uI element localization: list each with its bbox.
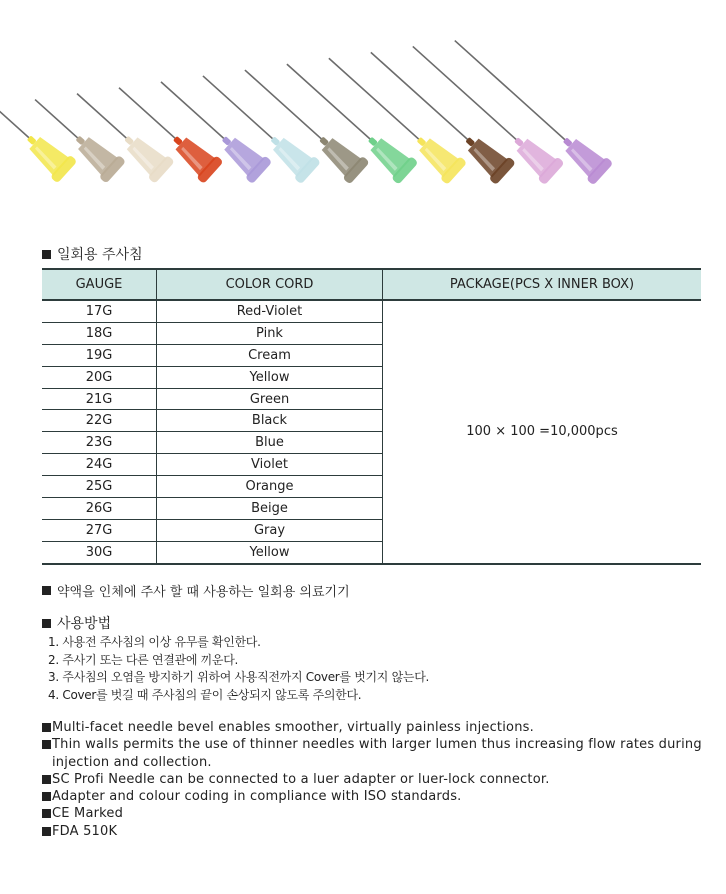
cell-gauge: 17G [42,300,157,322]
cell-gauge: 26G [42,498,157,520]
feature-text: Multi-facet needle bevel enables smoother, virtually painless injections. [52,720,534,735]
bullet-square-icon [42,792,51,801]
header-color-cord: COLOR CORD [157,269,383,300]
cell-gauge: 23G [42,432,157,454]
feature-text: Thin walls permits the use of thinner needles with larger lumen thus increasing flow rates during injection and collection. [52,737,702,770]
cell-gauge: 30G [42,541,157,563]
cell-color: Blue [157,432,383,454]
usage-heading [42,613,111,633]
bullet-square-icon [42,586,51,595]
feature-item [42,719,712,736]
usage-step: 3. 주사침의 오염을 방지하기 위하여 사용직전까지 Cover를 벗기지 않는다. [48,670,430,684]
needle-yellow [0,94,77,183]
bullet-square-icon [42,723,51,732]
bullet-square-icon [42,775,51,784]
feature-text: SC Profi Needle can be connected to a luer adapter or luer-lock connector. [52,771,550,787]
gauge-color-table [42,268,701,565]
cell-color: Yellow [157,366,383,388]
feature-text: Adapter and colour coding in compliance with ISO standards. [52,789,462,805]
cell-color: Red-Violet [157,300,383,322]
cell-color: Gray [157,519,383,541]
table-section-title: 일회용 주사침 [57,247,143,263]
cell-color: Beige [157,498,383,520]
cell-gauge: 27G [42,519,157,541]
needle-cream [67,83,175,184]
bullet-square-icon [42,827,51,836]
cell-color: Violet [157,454,383,476]
cell-color: Yellow [157,541,383,563]
cell-gauge: 25G [42,476,157,498]
header-gauge: GAUGE [42,269,157,300]
cell-color: Black [157,410,383,432]
product-description [42,581,350,600]
bullet-square-icon [42,809,51,818]
bullet-square-icon [42,740,51,749]
cell-gauge: 20G [42,366,157,388]
usage-steps-list [48,634,429,704]
bullet-square-icon [42,619,51,628]
feature-item [42,823,712,840]
feature-item [42,771,712,788]
feature-text: CE Marked [52,806,124,822]
feature-item [42,736,712,771]
bullet-square-icon [42,250,51,259]
feature-item [42,788,712,805]
cell-gauge: 19G [42,344,157,366]
table-header-row [42,269,701,300]
cell-gauge: 22G [42,410,157,432]
cell-gauge: 24G [42,454,157,476]
needle-product-photo [0,0,726,210]
cell-color: Green [157,388,383,410]
table-section-heading [42,244,143,264]
usage-step: 2. 주사기 또는 다른 연결관에 끼운다. [48,652,239,667]
usage-title: 사용방법 [57,616,112,632]
cell-color: Orange [157,476,383,498]
features-list [42,719,712,840]
cell-gauge: 18G [42,322,157,344]
needle-taupe [25,88,126,183]
feature-text: FDA 510K [52,823,118,839]
feature-item [42,805,712,822]
usage-step: 1. 사용전 주사침의 이상 유무를 확인한다. [48,635,261,649]
table-row [42,300,701,322]
cell-color: Pink [157,322,383,344]
cell-gauge: 21G [42,388,157,410]
description-text: 약액을 인체에 주사 할 때 사용하는 일회용 의료기기 [57,585,350,600]
header-package: PACKAGE(PCS X INNER BOX) [383,269,702,300]
usage-step: 4. Cover를 벗길 때 주사침의 끝이 손상되지 않도록 주의한다. [48,687,362,702]
cell-color: Cream [157,344,383,366]
cell-package: 100 × 100 =10,000pcs [383,300,702,564]
